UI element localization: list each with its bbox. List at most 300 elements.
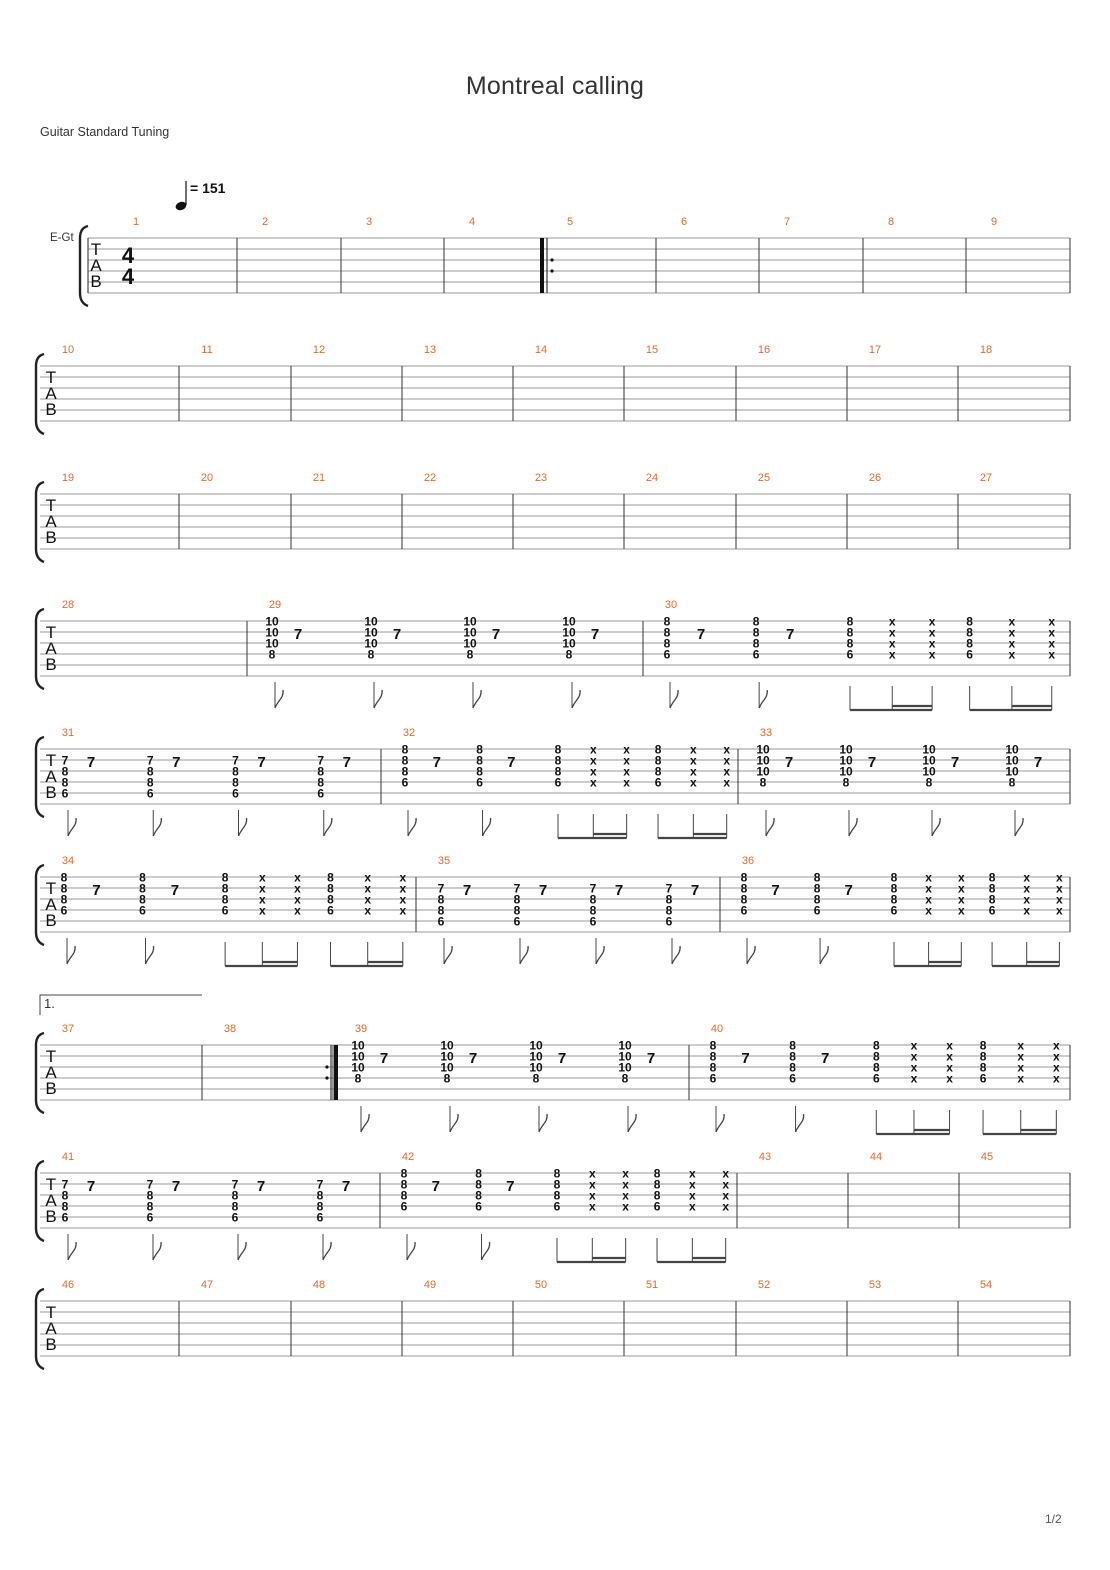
measure-36-muted-fret: x <box>957 881 965 896</box>
measure-41-chord-fret: 8 <box>316 1188 324 1203</box>
measure-35-chord-fret: 8 <box>513 892 521 907</box>
measure-33-chord-fret: 10 <box>1005 764 1019 779</box>
measure-42-muted-fret: x <box>722 1199 730 1214</box>
measure-30-muted-fret: x <box>928 625 936 640</box>
measure-35-chord-fret: 8 <box>665 903 673 918</box>
tab-letter-t: T <box>45 1303 57 1322</box>
measure-32-chord-fret: 6 <box>554 775 562 790</box>
measure-42-muted-fret: x <box>689 1199 696 1214</box>
measure-32-muted-fret: x <box>690 753 697 768</box>
measure-34-muted-fret: x <box>399 903 407 918</box>
measure-33-note-flag <box>932 818 940 836</box>
measure-30-muted-fret: x <box>1048 636 1056 651</box>
measure-9-number: 9 <box>990 216 998 228</box>
measure-30-chord-fret: 8 <box>966 614 973 629</box>
measure-42-chord-fret: 8 <box>553 1166 561 1181</box>
measure-33-chord-fret: 10 <box>756 753 770 768</box>
measure-29-note-flag <box>473 690 481 708</box>
tab-letter-a: A <box>45 639 57 658</box>
measure-34-chord-fret: 6 <box>221 903 229 918</box>
measure-36-chord-fret: 6 <box>740 903 748 918</box>
measure-31-chord-fret: 8 <box>61 764 69 779</box>
measure-33-chord-fret: 10 <box>1005 742 1019 757</box>
measure-37-number: 37 <box>61 1023 75 1035</box>
measure-46-number: 46 <box>61 1279 75 1291</box>
measure-30-chord-fret: 6 <box>663 647 671 662</box>
measure-31-chord-fret: 6 <box>317 786 325 801</box>
measure-39-chord-fret: 8 <box>532 1071 540 1086</box>
measure-36-eighth-rest: 7 <box>844 882 853 899</box>
measure-41-chord-fret: 8 <box>61 1188 69 1203</box>
repeat-dot <box>550 258 553 261</box>
measure-40-note-flag <box>716 1114 724 1132</box>
measure-29-eighth-rest: 7 <box>392 626 402 643</box>
measure-40-chord-fret: 8 <box>979 1038 987 1053</box>
measure-36-muted-fret: x <box>925 870 932 885</box>
measure-34-chord-fret: 8 <box>327 870 334 885</box>
measure-29-chord-fret: 10 <box>265 625 279 640</box>
measure-40-chord-fret: 8 <box>789 1049 796 1064</box>
measure-39-eighth-rest: 7 <box>379 1050 389 1067</box>
measure-29-chord-fret: 10 <box>364 625 378 640</box>
measure-42-chord-fret: 8 <box>475 1177 482 1192</box>
measure-40-muted-fret: x <box>910 1060 918 1075</box>
measure-32-chord-fret: 6 <box>654 775 662 790</box>
measure-32-chord-fret: 8 <box>476 742 483 757</box>
tab-letter-t: T <box>90 240 102 259</box>
measure-33-chord-fret: 10 <box>756 764 770 779</box>
measure-36-chord-fret: 8 <box>740 881 748 896</box>
measure-42-muted-fret: x <box>722 1177 730 1192</box>
tab-letter-b: B <box>45 655 57 674</box>
measure-42-muted-fret: x <box>588 1177 596 1192</box>
measure-41-chord-fret: 7 <box>231 1177 239 1192</box>
measure-34-muted-fret: x <box>258 892 266 907</box>
measure-34-muted-fret: x <box>364 870 372 885</box>
measure-40-note-flag <box>796 1114 804 1132</box>
measure-42-muted-fret: x <box>722 1188 730 1203</box>
measure-7-number: 7 <box>783 216 791 228</box>
tab-letter-t: T <box>45 751 57 770</box>
measure-42-number: 42 <box>401 1151 415 1163</box>
measure-10-number: 10 <box>61 344 75 356</box>
measure-32-muted-fret: x <box>723 764 731 779</box>
measure-29-chord-fret: 10 <box>562 636 576 651</box>
measure-30-muted-fret: x <box>928 614 936 629</box>
measure-41-number: 41 <box>61 1151 75 1163</box>
measure-40-muted-fret: x <box>946 1038 953 1053</box>
measure-42-chord-fret: 6 <box>653 1199 661 1214</box>
measure-40-chord-fret: 8 <box>709 1060 717 1075</box>
measure-40-muted-fret: x <box>1052 1060 1060 1075</box>
measure-32-muted-fret: x <box>690 742 697 757</box>
measure-23-number: 23 <box>534 472 548 484</box>
measure-42-chord-fret: 8 <box>553 1188 561 1203</box>
measure-33-chord-fret: 10 <box>922 764 936 779</box>
measure-40-muted-fret: x <box>1017 1071 1025 1086</box>
measure-31-eighth-rest: 7 <box>257 754 266 771</box>
measure-34-chord-fret: 8 <box>60 881 68 896</box>
time-signature-bottom: 4 <box>121 264 135 289</box>
measure-39-chord-fret: 10 <box>529 1060 543 1075</box>
measure-30-muted-fret: x <box>1048 625 1056 640</box>
measure-34-eighth-rest: 7 <box>170 882 180 899</box>
measure-41-eighth-rest: 7 <box>341 1178 351 1195</box>
measure-30-muted-fret: x <box>1008 625 1016 640</box>
measure-40-eighth-rest: 7 <box>741 1050 750 1067</box>
measure-40-muted-fret: x <box>1017 1060 1025 1075</box>
measure-40-chord-fret: 6 <box>709 1071 717 1086</box>
measure-34-muted-fret: x <box>399 881 407 896</box>
measure-34-chord-fret: 6 <box>327 903 334 918</box>
measure-41-chord-fret: 7 <box>316 1177 324 1192</box>
measure-17-number: 17 <box>868 344 882 356</box>
measure-29-chord-fret: 8 <box>268 647 276 662</box>
measure-40-eighth-rest: 7 <box>820 1050 830 1067</box>
measure-40-muted-fret: x <box>910 1071 918 1086</box>
measure-33-note-flag <box>1015 818 1023 836</box>
measure-30-chord-fret: 8 <box>966 625 973 640</box>
measure-33-note-flag <box>766 818 774 836</box>
tab-letter-b: B <box>45 400 57 419</box>
measure-42-muted-fret: x <box>588 1188 596 1203</box>
measure-32-muted-fret: x <box>589 775 597 790</box>
measure-34-chord-fret: 8 <box>60 870 68 885</box>
measure-32-chord-fret: 8 <box>476 764 483 779</box>
measure-39-chord-fret: 10 <box>529 1038 543 1053</box>
measure-39-chord-fret: 10 <box>529 1049 543 1064</box>
measure-32-number: 32 <box>402 727 416 739</box>
measure-41-chord-fret: 8 <box>231 1199 239 1214</box>
measure-19-number: 19 <box>61 472 75 484</box>
measure-39-chord-fret: 10 <box>618 1038 632 1053</box>
measure-31-chord-fret: 7 <box>146 753 154 768</box>
measure-2-number: 2 <box>261 216 269 228</box>
tab-letter-b: B <box>45 1079 57 1098</box>
measure-32-muted-fret: x <box>589 742 597 757</box>
measure-35-eighth-rest: 7 <box>462 882 472 899</box>
measure-35-note-flag <box>672 946 680 964</box>
score-title: Montreal calling <box>465 72 645 100</box>
measure-33-chord-fret: 10 <box>756 742 770 757</box>
tab-letter-a: A <box>45 1319 57 1338</box>
measure-42-note-flag <box>407 1242 415 1260</box>
repeat-end-thick <box>334 1045 338 1100</box>
measure-35-eighth-rest: 7 <box>614 882 624 899</box>
measure-40-number: 40 <box>710 1023 724 1035</box>
measure-36-muted-fret: x <box>1023 870 1031 885</box>
measure-30-chord-fret: 8 <box>752 636 760 651</box>
measure-35-note-flag <box>444 946 452 964</box>
measure-36-chord-fret: 8 <box>740 870 748 885</box>
time-signature-top: 4 <box>121 243 135 268</box>
measure-40-chord-fret: 8 <box>979 1060 987 1075</box>
measure-41-eighth-rest: 7 <box>171 1178 181 1195</box>
measure-30-muted-fret: x <box>1048 614 1056 629</box>
measure-40-muted-fret: x <box>1052 1049 1060 1064</box>
measure-30-chord-fret: 6 <box>752 647 760 662</box>
measure-1-number: 1 <box>132 216 140 228</box>
measure-35-note-flag <box>520 946 528 964</box>
measure-33-chord-fret: 10 <box>1005 753 1019 768</box>
repeat-dot <box>325 1065 328 1068</box>
measure-42-chord-fret: 8 <box>400 1188 408 1203</box>
measure-53-number: 53 <box>868 1279 882 1291</box>
measure-33-chord-fret: 10 <box>839 764 853 779</box>
tab-letter-t: T <box>45 623 57 642</box>
measure-41-chord-fret: 7 <box>146 1177 154 1192</box>
measure-32-eighth-rest: 7 <box>507 754 516 771</box>
measure-33-eighth-rest: 7 <box>1033 754 1043 771</box>
measure-32-muted-fret: x <box>623 753 630 768</box>
measure-29-chord-fret: 10 <box>364 614 378 629</box>
measure-33-chord-fret: 10 <box>922 753 936 768</box>
measure-41-chord-fret: 6 <box>61 1210 69 1225</box>
measure-34-chord-fret: 6 <box>60 903 68 918</box>
measure-41-chord-fret: 8 <box>146 1188 154 1203</box>
tab-letter-t: T <box>45 496 57 515</box>
measure-33-chord-fret: 10 <box>839 753 853 768</box>
measure-31-eighth-rest: 7 <box>342 754 351 771</box>
measure-25-number: 25 <box>757 472 771 484</box>
measure-5-number: 5 <box>566 216 574 228</box>
measure-32-note-flag <box>408 818 416 836</box>
measure-36-note-flag <box>820 946 828 964</box>
measure-32-chord-fret: 8 <box>654 742 662 757</box>
measure-3-number: 3 <box>365 216 373 228</box>
tab-letter-t: T <box>45 879 57 898</box>
measure-42-muted-fret: x <box>689 1188 696 1203</box>
measure-30-chord-fret: 8 <box>752 614 760 629</box>
measure-36-muted-fret: x <box>1023 881 1031 896</box>
measure-39-note-flag <box>628 1114 636 1132</box>
tab-letter-a: A <box>45 767 57 786</box>
measure-40-muted-fret: x <box>910 1038 918 1053</box>
measure-40-chord-fret: 8 <box>709 1038 717 1053</box>
measure-31-number: 31 <box>61 727 75 739</box>
measure-34-note-flag <box>67 946 75 964</box>
measure-39-number: 39 <box>354 1023 368 1035</box>
measure-52-number: 52 <box>757 1279 771 1291</box>
measure-32-chord-fret: 8 <box>401 764 409 779</box>
measure-29-chord-fret: 10 <box>463 625 477 640</box>
measure-40-chord-fret: 8 <box>872 1038 880 1053</box>
system-bracket <box>80 226 88 306</box>
measure-30-note-flag <box>759 690 767 708</box>
measure-35-chord-fret: 8 <box>665 892 673 907</box>
measure-42-muted-fret: x <box>689 1166 696 1181</box>
measure-40-muted-fret: x <box>910 1049 918 1064</box>
measure-32-muted-fret: x <box>623 742 630 757</box>
measure-35-chord-fret: 6 <box>437 914 445 929</box>
tab-letter-b: B <box>90 272 102 291</box>
measure-34-muted-fret: x <box>258 881 266 896</box>
measure-30-chord-fret: 8 <box>663 636 671 651</box>
measure-40-muted-fret: x <box>1052 1038 1060 1053</box>
measure-33-eighth-rest: 7 <box>950 754 960 771</box>
measure-40-muted-fret: x <box>1052 1071 1060 1086</box>
measure-33-eighth-rest: 7 <box>867 754 877 771</box>
measure-36-muted-fret: x <box>1056 881 1063 896</box>
measure-18-number: 18 <box>979 344 993 356</box>
measure-32-eighth-rest: 7 <box>432 754 441 771</box>
measure-34-chord-fret: 8 <box>60 892 68 907</box>
measure-33-eighth-rest: 7 <box>784 754 794 771</box>
measure-31-chord-fret: 8 <box>146 775 154 790</box>
measure-41-eighth-rest: 7 <box>256 1178 266 1195</box>
measure-35-chord-fret: 6 <box>589 914 597 929</box>
measure-40-muted-fret: x <box>1017 1049 1025 1064</box>
measure-41-note-flag <box>68 1242 76 1260</box>
measure-42-chord-fret: 8 <box>400 1166 408 1181</box>
measure-41-chord-fret: 8 <box>146 1199 154 1214</box>
measure-34-muted-fret: x <box>294 870 301 885</box>
measure-32-muted-fret: x <box>623 775 630 790</box>
measure-32-chord-fret: 8 <box>401 742 409 757</box>
measure-42-chord-fret: 8 <box>475 1166 482 1181</box>
measure-45-number: 45 <box>980 1151 994 1163</box>
measure-6-number: 6 <box>680 216 688 228</box>
measure-36-chord-fret: 8 <box>813 892 821 907</box>
measure-32-muted-fret: x <box>589 753 597 768</box>
measure-39-chord-fret: 8 <box>354 1071 362 1086</box>
measure-42-chord-fret: 8 <box>400 1177 408 1192</box>
measure-32-note-flag <box>483 818 491 836</box>
measure-51-number: 51 <box>645 1279 659 1291</box>
tab-letter-b: B <box>45 911 57 930</box>
tab-letter-b: B <box>45 1207 57 1226</box>
measure-29-chord-fret: 8 <box>367 647 375 662</box>
measure-42-eighth-rest: 7 <box>431 1178 440 1195</box>
measure-35-chord-fret: 6 <box>665 914 673 929</box>
measure-42-chord-fret: 8 <box>653 1188 661 1203</box>
measure-35-chord-fret: 8 <box>589 903 597 918</box>
measure-42-muted-fret: x <box>622 1166 629 1181</box>
measure-39-chord-fret: 10 <box>351 1060 365 1075</box>
measure-36-chord-fret: 6 <box>813 903 821 918</box>
measure-35-number: 35 <box>437 855 451 867</box>
measure-42-eighth-rest: 7 <box>506 1178 515 1195</box>
measure-30-note-flag <box>670 690 678 708</box>
measure-30-muted-fret: x <box>1048 647 1056 662</box>
measure-34-note-flag <box>146 946 154 964</box>
measure-32-muted-fret: x <box>723 742 731 757</box>
measure-36-muted-fret: x <box>925 881 932 896</box>
measure-39-chord-fret: 10 <box>618 1060 632 1075</box>
measure-32-chord-fret: 8 <box>554 742 562 757</box>
measure-14-number: 14 <box>534 344 548 356</box>
measure-34-chord-fret: 8 <box>327 881 334 896</box>
measure-44-number: 44 <box>869 1151 883 1163</box>
measure-40-chord-fret: 8 <box>709 1049 717 1064</box>
measure-42-chord-fret: 6 <box>475 1199 482 1214</box>
measure-36-chord-fret: 8 <box>890 870 898 885</box>
measure-41-note-flag <box>323 1242 331 1260</box>
measure-42-note-flag <box>482 1242 490 1260</box>
measure-26-number: 26 <box>868 472 882 484</box>
measure-39-chord-fret: 10 <box>440 1049 454 1064</box>
tab-letter-a: A <box>45 895 57 914</box>
tab-letter-a: A <box>45 512 57 531</box>
measure-34-chord-fret: 8 <box>139 881 146 896</box>
measure-39-chord-fret: 10 <box>440 1060 454 1075</box>
measure-29-chord-fret: 8 <box>466 647 474 662</box>
measure-30-chord-fret: 8 <box>752 625 760 640</box>
measure-31-note-flag <box>153 818 161 836</box>
measure-20-number: 20 <box>200 472 214 484</box>
measure-42-muted-fret: x <box>622 1199 629 1214</box>
measure-34-eighth-rest: 7 <box>92 882 101 899</box>
measure-32-muted-fret: x <box>623 764 630 779</box>
measure-36-chord-fret: 8 <box>740 892 748 907</box>
volta-bracket <box>40 995 202 1015</box>
measure-36-chord-fret: 8 <box>813 870 821 885</box>
measure-32-muted-fret: x <box>723 775 731 790</box>
instrument-label: E-Gt <box>50 232 74 244</box>
measure-36-muted-fret: x <box>1023 892 1031 907</box>
measure-31-chord-fret: 7 <box>232 753 239 768</box>
measure-41-chord-fret: 8 <box>61 1199 69 1214</box>
measure-32-chord-fret: 8 <box>654 764 662 779</box>
measure-34-chord-fret: 8 <box>139 892 146 907</box>
measure-29-chord-fret: 10 <box>265 636 279 651</box>
tab-letter-b: B <box>45 528 57 547</box>
measure-30-eighth-rest: 7 <box>786 626 795 643</box>
measure-32-chord-fret: 6 <box>476 775 483 790</box>
measure-30-muted-fret: x <box>888 636 896 651</box>
measure-29-chord-fret: 10 <box>463 614 477 629</box>
measure-29-eighth-rest: 7 <box>293 626 303 643</box>
measure-35-chord-fret: 8 <box>437 892 445 907</box>
measure-40-chord-fret: 8 <box>789 1038 796 1053</box>
measure-27-number: 27 <box>979 472 993 484</box>
measure-31-chord-fret: 6 <box>146 786 154 801</box>
measure-31-chord-fret: 8 <box>317 764 325 779</box>
measure-29-chord-fret: 10 <box>265 614 279 629</box>
tempo-value: = 151 <box>190 180 226 196</box>
tab-letter-a: A <box>90 256 102 275</box>
measure-36-eighth-rest: 7 <box>771 882 780 899</box>
tab-letter-t: T <box>45 368 57 387</box>
measure-36-chord-fret: 8 <box>988 892 996 907</box>
measure-33-chord-fret: 8 <box>759 775 767 790</box>
measure-31-eighth-rest: 7 <box>172 754 181 771</box>
measure-15-number: 15 <box>645 344 659 356</box>
measure-36-chord-fret: 6 <box>890 903 898 918</box>
measure-40-muted-fret: x <box>946 1049 953 1064</box>
measure-29-chord-fret: 10 <box>364 636 378 651</box>
measure-36-chord-fret: 8 <box>890 881 898 896</box>
measure-30-chord-fret: 6 <box>846 647 854 662</box>
measure-41-chord-fret: 7 <box>61 1177 69 1192</box>
measure-29-number: 29 <box>268 599 282 611</box>
page-number: 1/2 <box>1045 1512 1062 1526</box>
measure-11-number: 11 <box>201 344 213 356</box>
measure-32-chord-fret: 8 <box>401 753 409 768</box>
measure-40-chord-fret: 8 <box>872 1060 880 1075</box>
measure-36-muted-fret: x <box>957 903 965 918</box>
measure-29-note-flag <box>275 690 283 708</box>
measure-39-eighth-rest: 7 <box>468 1050 478 1067</box>
measure-34-muted-fret: x <box>399 892 407 907</box>
tab-letter-a: A <box>45 1063 57 1082</box>
measure-35-chord-fret: 7 <box>665 881 673 896</box>
measure-36-muted-fret: x <box>1023 903 1031 918</box>
measure-32-muted-fret: x <box>723 753 731 768</box>
measure-31-note-flag <box>324 818 332 836</box>
measure-42-chord-fret: 8 <box>653 1166 661 1181</box>
measure-39-chord-fret: 10 <box>351 1049 365 1064</box>
